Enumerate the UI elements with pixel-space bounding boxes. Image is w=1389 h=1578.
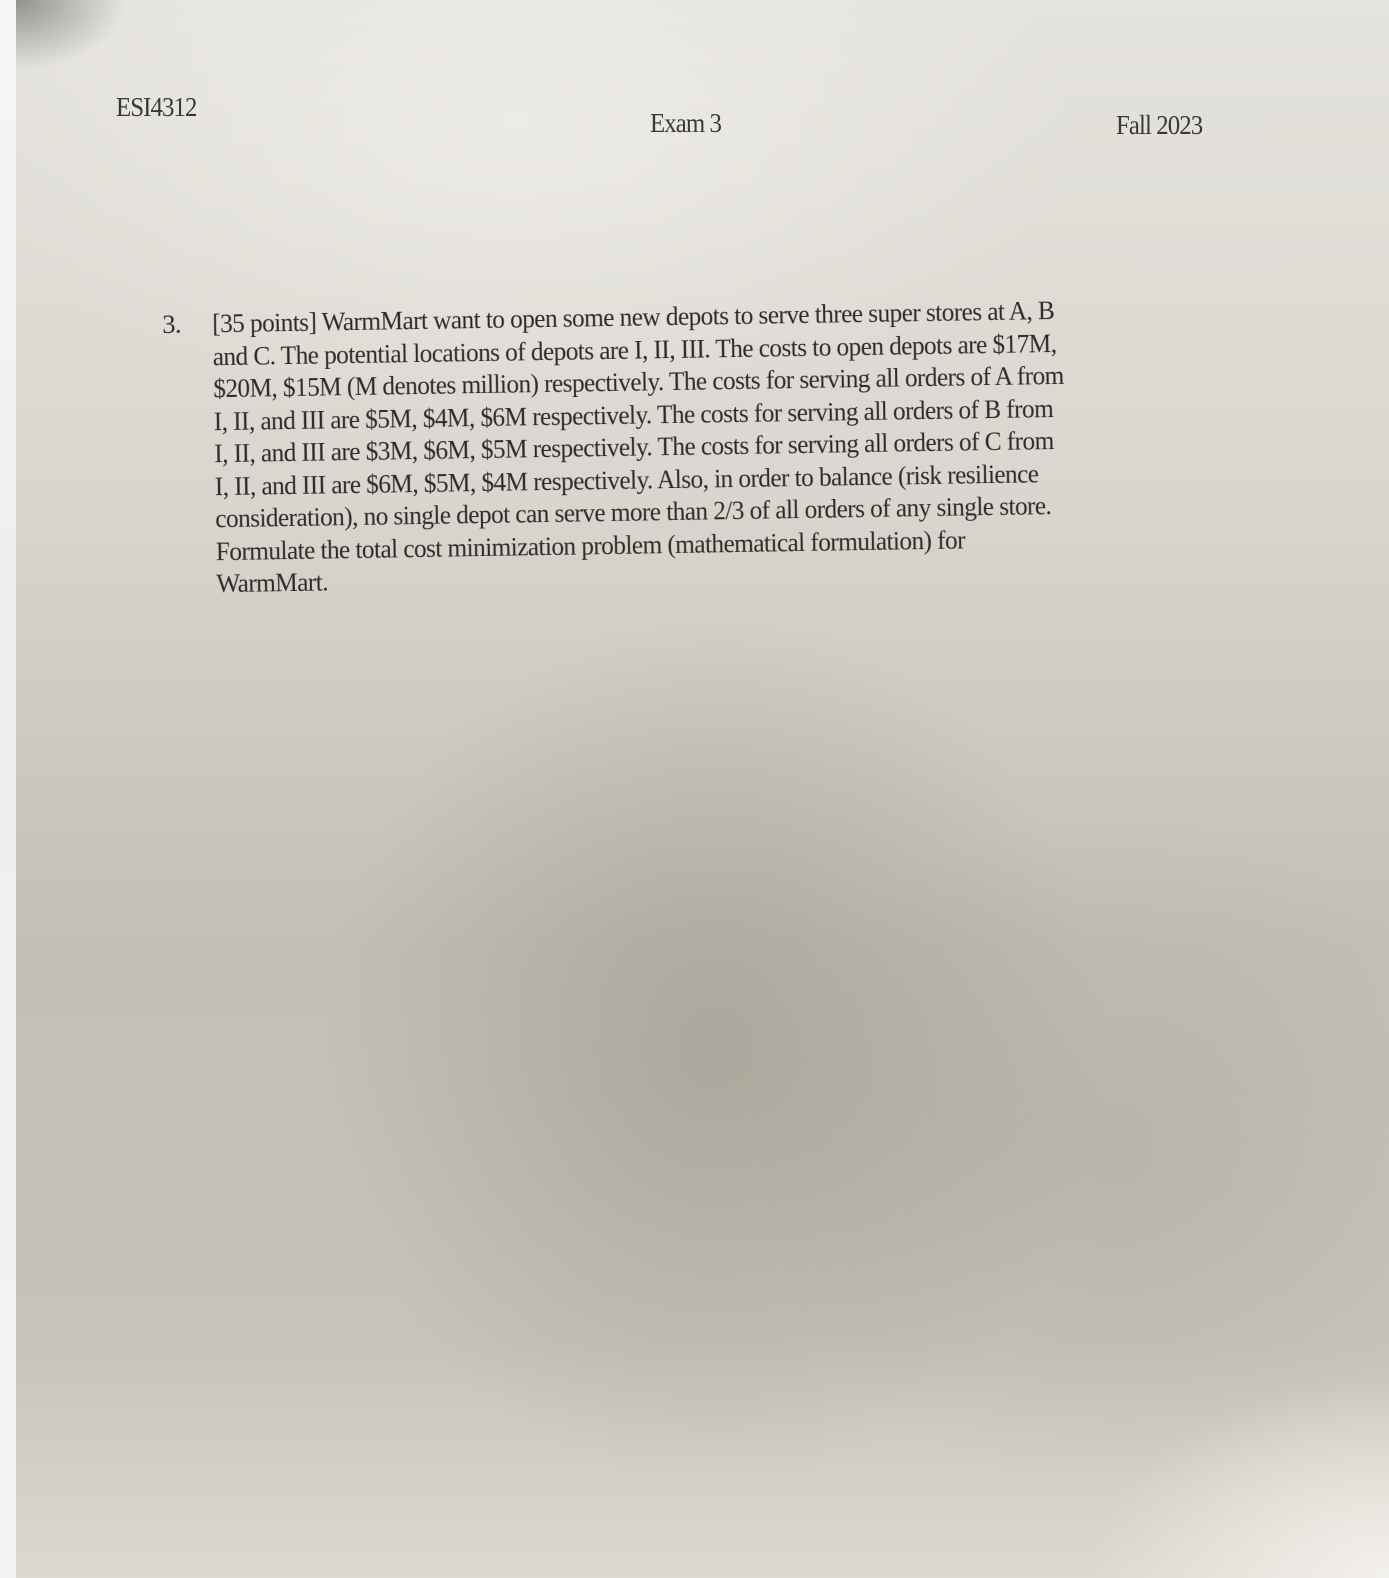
- course-code: ESI4312: [116, 92, 197, 122]
- corner-shadow: [16, 0, 136, 80]
- question-line: consideration), no single depot can serve more than 2/3 of all orders of any single store.: [215, 490, 1052, 534]
- question-line: I, II, and III are $3M, $6M, $5M respectively. The costs for serving all orders of C from: [214, 425, 1054, 469]
- question-number: 3.: [162, 308, 182, 339]
- question-block: [162, 291, 1242, 599]
- background-strip: [0, 0, 16, 1578]
- question-line: Formulate the total cost minimization problem (mathematical formulation) for: [215, 523, 966, 566]
- question-text: [212, 291, 1246, 600]
- question-line: I, II, and III are $6M, $5M, $4M respectively. Also, in order to balance (risk resilience: [214, 457, 1039, 501]
- question-line: and C. The potential locations of depots are I, II, III. The costs to open depots are $17M,: [212, 327, 1057, 371]
- question-line: I, II, and III are $5M, $4M, $6M respectively. The costs for serving all orders of B from: [213, 392, 1054, 436]
- exam-title: Exam 3: [650, 108, 722, 138]
- exam-term: Fall 2023: [1116, 110, 1203, 140]
- light-glare: [969, 1318, 1389, 1578]
- question-line: WarmMart.: [216, 566, 329, 599]
- question-line: $20M, $15M (M denotes million) respectively. The costs for serving all orders of A from: [213, 359, 1064, 404]
- question-line: [35 points] WarmMart want to open some new depots to serve three super stores at A, B: [212, 294, 1055, 339]
- exam-sheet: [16, 0, 1389, 1578]
